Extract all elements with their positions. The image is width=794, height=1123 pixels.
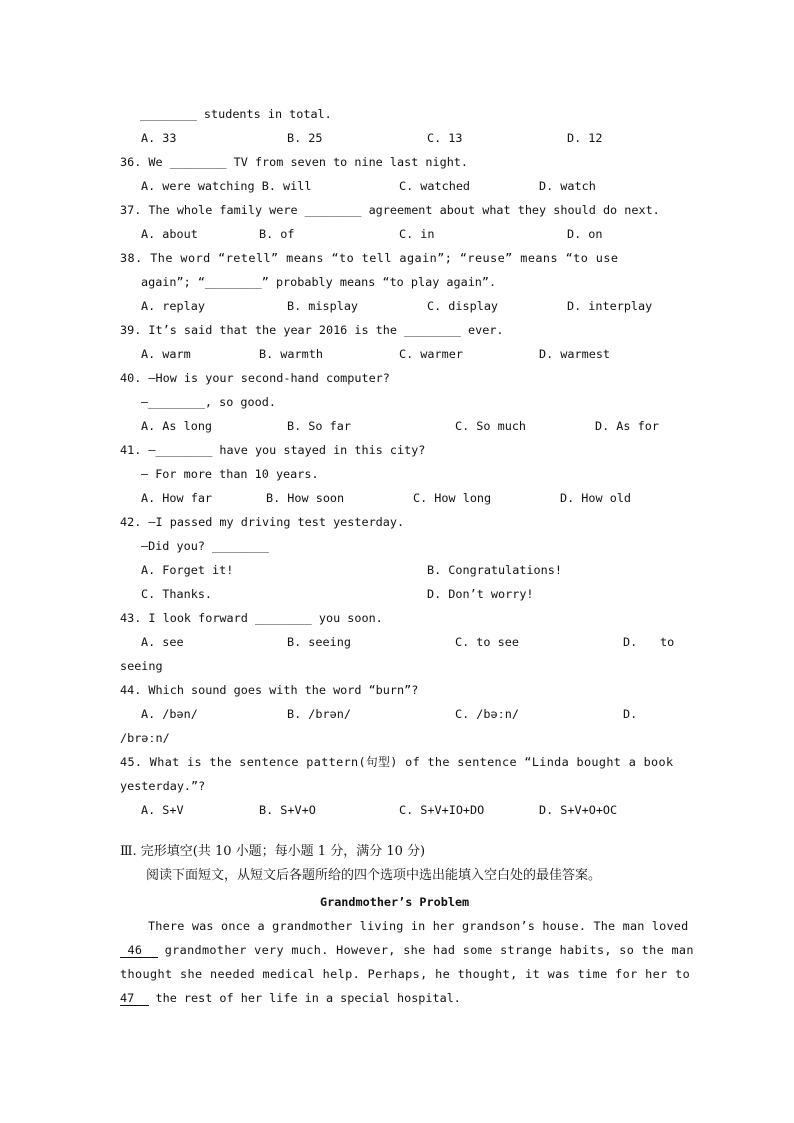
option-b: B. S+V+O	[259, 803, 316, 817]
option-c: C. S+V+IO+DO	[399, 803, 485, 817]
blank-46-underline	[120, 957, 158, 958]
option-c: C. in	[399, 227, 435, 241]
option-d: D.	[623, 635, 638, 649]
option-a: A. replay	[141, 299, 205, 313]
option-c: C. So much	[455, 419, 527, 433]
option-d: D. watch	[539, 179, 596, 193]
q35-options	[0, 128, 603, 148]
option-b: B. misplay	[287, 299, 359, 313]
option-c: C. 13	[427, 131, 463, 145]
q43-stem: 43. I look forward ________ you soon.	[120, 611, 383, 625]
passage-line: 46 grandmother very much. However, she had some strange habits, so the man	[120, 943, 694, 957]
blank-47-underline	[120, 1005, 149, 1006]
q35-stem-tail: ________ students in total.	[140, 107, 332, 121]
passage-line: 47 the rest of her life in a special hospital.	[120, 991, 461, 1005]
q42-stem: 42. —I passed my driving test yesterday.	[120, 515, 405, 529]
q43-options	[0, 632, 675, 652]
q38-options	[0, 296, 653, 316]
option-d: D. interplay	[567, 299, 653, 313]
q45-stem-line1: 45. What is the sentence pattern(句型) of the sentence “Linda bought a book	[120, 755, 674, 769]
option-a: A. about	[141, 227, 198, 241]
option-a: A. /bən/	[141, 707, 198, 721]
option-d: D. 12	[567, 131, 603, 145]
option-c: C. to see	[455, 635, 519, 649]
option-a: A. How far	[141, 491, 213, 505]
q39-stem: 39. It’s said that the year 2016 is the ________ ever.	[120, 323, 504, 337]
passage-title: Grandmother’s Problem	[320, 895, 470, 909]
q44-stem: 44. Which sound goes with the word “burn”?	[120, 683, 419, 697]
option-c: C. Thanks.	[141, 587, 213, 601]
option-d: D. Don’t worry!	[427, 587, 534, 601]
q38-stem-line2: again”; “________” probably means “to play again”.	[141, 275, 497, 289]
q39-options	[0, 344, 611, 364]
option-b: B. Congratulations!	[427, 563, 562, 577]
option-b: B. warmth	[259, 347, 323, 361]
q40-options	[0, 416, 659, 436]
option-a: A. As long	[141, 419, 213, 433]
option-b: B. of	[259, 227, 295, 241]
option-a: A. S+V	[141, 803, 184, 817]
option-d-text: to	[660, 635, 675, 649]
option-d: D.	[623, 707, 638, 721]
q44-wrap: /brəːn/	[120, 731, 170, 745]
option-a: A. see	[141, 635, 184, 649]
q42-options-row2	[0, 584, 534, 604]
section-heading: Ⅲ. 完形填空(共 10 小题；每小题 1 分，满分 10 分)	[120, 844, 426, 859]
option-d: D. warmest	[539, 347, 611, 361]
option-b: B. 25	[287, 131, 323, 145]
q42-options-row1	[0, 560, 562, 580]
option-c: C. warmer	[399, 347, 463, 361]
option-a: A. 33	[141, 131, 177, 145]
q42-answer: —Did you? ________	[141, 539, 269, 553]
option-a: A. were watching B. will	[141, 179, 312, 193]
q41-options	[0, 488, 632, 508]
q44-options	[0, 704, 638, 724]
q45-stem-line2: yesterday.”?	[120, 779, 206, 793]
q36-stem: 36. We ________ TV from seven to nine last night.	[120, 155, 469, 169]
option-b: B. seeing	[287, 635, 351, 649]
option-b: B. /brən/	[287, 707, 351, 721]
option-c: C. display	[427, 299, 499, 313]
q38-stem-line1: 38. The word “retell” means “to tell again”; “reuse” means “to use	[120, 251, 619, 265]
q36-options	[0, 176, 596, 196]
q40-stem: 40. —How is your second-hand computer?	[120, 371, 390, 385]
option-c: C. How long	[413, 491, 492, 505]
option-d: D. As for	[595, 419, 659, 433]
option-d: D. S+V+O+OC	[539, 803, 618, 817]
passage-line: There was once a grandmother living in her grandson’s house. The man loved	[148, 919, 689, 933]
q45-options	[0, 800, 618, 820]
option-b: B. How soon	[266, 491, 345, 505]
option-b: B. So far	[287, 419, 351, 433]
q37-options	[0, 224, 603, 244]
q37-stem: 37. The whole family were ________ agreement about what they should do next.	[120, 203, 660, 217]
option-d: D. on	[567, 227, 603, 241]
section-instruction: 阅读下面短文，从短文后各题所给的四个选项中选出能填入空白处的最佳答案。	[146, 868, 602, 883]
q41-stem: 41. —________ have you stayed in this city?	[120, 443, 426, 457]
option-c: C. /bəːn/	[455, 707, 519, 721]
q40-answer: —________, so good.	[141, 395, 276, 409]
option-d: D. How old	[560, 491, 632, 505]
option-c: C. watched	[399, 179, 471, 193]
q43-wrap: seeing	[120, 659, 163, 673]
option-a: A. warm	[141, 347, 191, 361]
passage-line: thought she needed medical help. Perhaps, he thought, it was time for her to	[120, 967, 691, 981]
option-a: A. Forget it!	[141, 563, 234, 577]
q41-answer: — For more than 10 years.	[141, 467, 319, 481]
